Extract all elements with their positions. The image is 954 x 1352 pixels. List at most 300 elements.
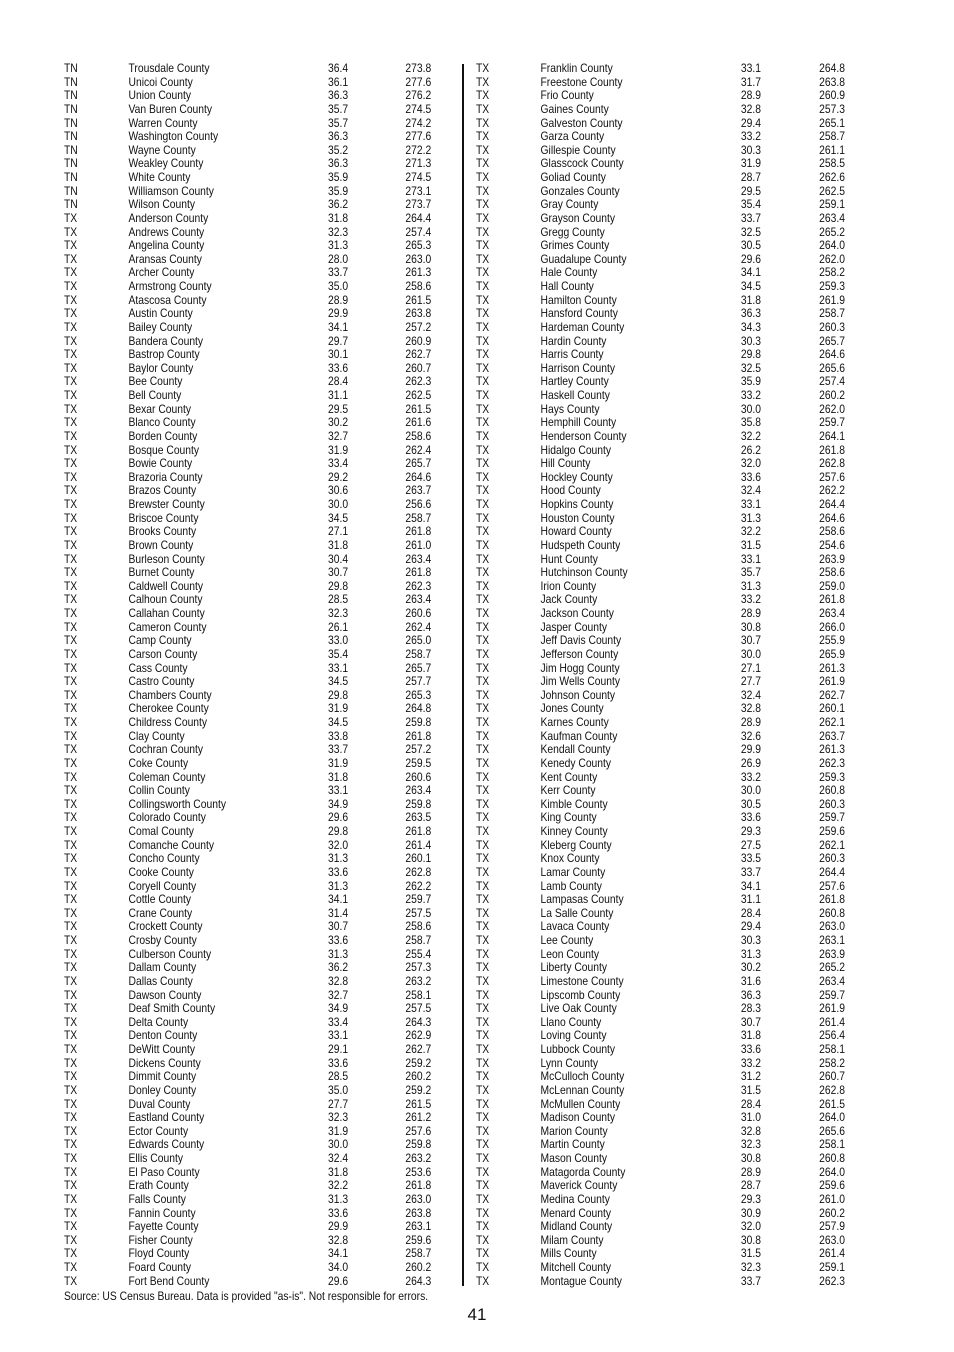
value-a: 34.1	[328, 892, 349, 907]
value-b: 257.5	[405, 1001, 432, 1016]
county-name: Borden County	[128, 428, 198, 443]
county-name: Kinney County	[540, 824, 608, 838]
value-a: 31.9	[328, 755, 349, 770]
value-a: 34.9	[328, 1001, 349, 1016]
table-row	[476, 715, 845, 730]
value-a: 28.7	[740, 1178, 761, 1193]
table-row	[476, 101, 845, 117]
value-b: 263.1	[819, 933, 845, 947]
county-name: Jim Wells County	[540, 674, 621, 689]
table-row	[476, 987, 845, 1003]
county-name: Comanche County	[128, 837, 214, 852]
county-name: Blanco County	[128, 415, 196, 430]
value-b: 261.8	[819, 592, 845, 607]
state-code: TX	[476, 1123, 490, 1138]
table-row	[64, 401, 432, 417]
state-code: TX	[476, 905, 490, 920]
value-a: 33.7	[328, 265, 349, 280]
value-b: 257.4	[819, 374, 845, 389]
value-a: 31.0	[740, 1110, 761, 1125]
value-b: 276.2	[405, 88, 432, 103]
county-name: Madison County	[540, 1110, 616, 1125]
county-name: Coryell County	[128, 878, 197, 893]
county-name: Lamar County	[540, 864, 606, 879]
table-row	[64, 292, 432, 308]
value-b: 265.1	[819, 115, 845, 130]
value-b: 263.0	[405, 1191, 432, 1206]
table-row	[64, 1014, 432, 1030]
table-row	[64, 333, 432, 349]
state-code: TX	[476, 1110, 490, 1125]
value-b: 262.6	[819, 170, 845, 184]
table-row	[476, 537, 845, 553]
table-row	[476, 1014, 845, 1030]
value-b: 262.3	[819, 1273, 845, 1288]
state-code: TX	[476, 565, 490, 580]
county-name: El Paso County	[128, 1164, 200, 1179]
county-name: Kerr County	[540, 783, 596, 798]
value-b: 260.9	[819, 88, 845, 103]
value-a: 31.8	[328, 769, 349, 784]
value-a: 35.0	[328, 279, 349, 293]
value-b: 261.3	[819, 742, 845, 757]
table-row	[64, 633, 432, 648]
table-row	[64, 878, 432, 894]
value-a: 36.2	[328, 960, 349, 975]
state-code: TN	[64, 101, 78, 116]
county-name: Fannin County	[128, 1205, 196, 1220]
state-code: TX	[476, 633, 490, 648]
value-b: 257.3	[819, 101, 845, 116]
value-a: 31.2	[740, 1069, 761, 1084]
state-code: TX	[476, 537, 490, 552]
state-code: TX	[476, 319, 490, 334]
county-name: Grayson County	[540, 210, 616, 225]
table-row	[476, 742, 845, 757]
table-row	[476, 1110, 845, 1125]
table-row	[64, 524, 432, 539]
table-row	[476, 197, 845, 212]
value-a: 34.3	[740, 319, 761, 334]
table-row	[64, 919, 432, 934]
table-row	[476, 824, 845, 839]
state-code: TX	[476, 592, 490, 607]
value-a: 34.1	[328, 1246, 349, 1261]
table-row	[476, 401, 845, 417]
value-a: 29.8	[740, 347, 761, 362]
table-row	[476, 606, 845, 621]
state-code: TX	[64, 769, 78, 784]
state-code: TX	[476, 1151, 490, 1165]
value-b: 264.3	[405, 1014, 432, 1029]
table-row	[476, 510, 845, 526]
county-name: Cooke County	[128, 864, 194, 879]
table-row	[476, 851, 845, 866]
value-b: 260.2	[405, 1069, 432, 1084]
value-a: 32.0	[740, 1219, 761, 1234]
state-code: TX	[64, 674, 78, 689]
state-code: TX	[64, 319, 78, 334]
value-a: 31.8	[740, 292, 761, 307]
state-code: TX	[476, 251, 490, 266]
value-b: 263.2	[405, 973, 432, 988]
state-code: TX	[476, 715, 490, 729]
value-b: 261.8	[819, 442, 845, 457]
county-name: Archer County	[128, 265, 195, 280]
value-a: 29.2	[328, 469, 349, 484]
table-row	[476, 1246, 845, 1261]
value-a: 33.7	[740, 1273, 761, 1288]
county-name: Hunt County	[540, 551, 598, 566]
value-b: 261.5	[819, 1096, 845, 1111]
table-row	[64, 61, 432, 76]
value-a: 33.4	[328, 1014, 349, 1029]
table-row	[64, 142, 432, 158]
value-a: 33.5	[740, 851, 761, 866]
table-row	[64, 837, 432, 853]
county-name: Bell County	[128, 388, 182, 402]
table-row	[64, 715, 432, 730]
value-b: 274.2	[405, 115, 432, 130]
value-a: 36.3	[740, 987, 761, 1002]
value-b: 259.8	[405, 796, 432, 811]
state-code: TX	[64, 592, 78, 607]
value-b: 271.3	[405, 156, 432, 171]
value-a: 35.9	[740, 374, 761, 389]
value-b: 273.8	[405, 61, 432, 75]
value-a: 33.6	[328, 864, 349, 879]
state-code: TX	[476, 878, 490, 893]
value-a: 32.2	[740, 428, 761, 443]
value-b: 261.9	[819, 292, 845, 307]
value-a: 32.8	[328, 973, 349, 988]
state-code: TX	[64, 946, 78, 961]
state-code: TX	[476, 606, 490, 620]
value-b: 257.5	[405, 905, 432, 920]
value-b: 258.7	[405, 646, 432, 661]
value-a: 27.5	[740, 837, 761, 852]
value-b: 263.9	[819, 551, 845, 566]
value-a: 30.7	[740, 1014, 761, 1029]
table-row	[64, 987, 432, 1003]
county-name: Eastland County	[128, 1110, 205, 1125]
value-b: 263.8	[405, 1205, 432, 1220]
value-b: 259.1	[819, 1260, 845, 1274]
table-row	[64, 851, 432, 866]
value-a: 36.2	[328, 197, 349, 212]
state-code: TX	[64, 1273, 78, 1288]
value-b: 261.9	[819, 674, 845, 689]
state-code: TX	[64, 306, 78, 321]
state-code: TX	[476, 265, 490, 280]
state-code: TX	[476, 619, 490, 634]
state-code: TX	[476, 142, 490, 157]
value-b: 259.1	[819, 197, 845, 212]
table-row	[476, 224, 845, 240]
county-name: Lamb County	[540, 878, 602, 893]
value-a: 29.8	[328, 687, 349, 702]
value-a: 26.9	[740, 755, 761, 770]
state-code: TX	[64, 551, 78, 566]
value-b: 254.6	[819, 537, 845, 552]
county-name: Dawson County	[128, 987, 202, 1002]
value-a: 28.9	[740, 1164, 761, 1179]
page-number: 41	[467, 1305, 487, 1324]
state-code: TX	[64, 715, 78, 729]
value-b: 262.7	[405, 347, 432, 362]
table-row	[476, 1164, 845, 1180]
value-a: 33.6	[328, 360, 349, 375]
value-a: 30.0	[740, 401, 761, 416]
state-code: TX	[64, 1137, 78, 1152]
county-name: Karnes County	[540, 715, 609, 729]
table-row	[476, 251, 845, 267]
state-code: TX	[64, 892, 78, 907]
county-name: Cherokee County	[128, 701, 209, 716]
state-code: TX	[64, 687, 78, 702]
table-row	[64, 973, 432, 989]
value-a: 31.6	[740, 973, 761, 988]
value-b: 261.5	[405, 401, 432, 416]
value-a: 30.7	[740, 633, 761, 648]
table-row	[476, 156, 845, 171]
state-code: TX	[476, 224, 490, 239]
table-row	[476, 892, 845, 907]
value-b: 260.3	[819, 851, 845, 866]
value-a: 33.6	[740, 1042, 761, 1056]
value-a: 31.3	[328, 878, 349, 893]
value-a: 30.8	[740, 1232, 761, 1247]
table-row	[476, 783, 845, 798]
state-code: TX	[476, 442, 490, 457]
state-code: TX	[64, 783, 78, 798]
table-row	[64, 1001, 432, 1016]
county-name: Kent County	[540, 769, 598, 784]
table-row	[476, 1205, 845, 1221]
table-row	[64, 238, 432, 253]
value-a: 32.2	[328, 1178, 349, 1193]
state-code: TX	[64, 660, 78, 675]
state-code: TX	[476, 578, 490, 593]
state-code: TX	[64, 905, 78, 920]
value-a: 32.2	[740, 524, 761, 539]
value-b: 263.4	[405, 783, 432, 798]
value-b: 273.7	[405, 197, 432, 212]
state-code: TX	[476, 1232, 490, 1247]
value-b: 262.4	[405, 619, 432, 634]
value-b: 261.8	[819, 892, 845, 907]
value-a: 27.1	[740, 660, 761, 675]
value-a: 33.6	[328, 1055, 349, 1070]
county-name: Knox County	[540, 851, 600, 866]
state-code: TX	[64, 210, 78, 225]
value-a: 36.3	[328, 156, 349, 171]
value-b: 257.9	[819, 1219, 845, 1234]
value-a: 31.1	[740, 892, 761, 907]
column-divider	[462, 64, 464, 1286]
table-row	[476, 919, 845, 934]
value-b: 265.2	[819, 960, 845, 975]
value-a: 29.5	[328, 401, 349, 416]
county-name: Montague County	[540, 1273, 622, 1288]
value-a: 33.1	[740, 61, 761, 75]
value-a: 26.2	[740, 442, 761, 457]
table-row	[476, 905, 845, 921]
table-row	[64, 88, 432, 103]
table-row	[476, 1151, 845, 1166]
table-row	[64, 497, 432, 512]
county-name: Henderson County	[540, 428, 627, 443]
state-code: TN	[64, 170, 78, 184]
value-a: 33.4	[328, 456, 349, 471]
state-code: TX	[64, 633, 78, 648]
state-code: TX	[476, 456, 490, 471]
value-a: 34.1	[328, 319, 349, 334]
value-b: 260.9	[405, 333, 432, 348]
value-a: 28.5	[328, 1069, 349, 1084]
table-row	[476, 61, 845, 76]
table-row	[476, 483, 845, 498]
county-name: Bowie County	[128, 456, 193, 471]
county-name: Ector County	[128, 1123, 189, 1138]
state-code: TX	[476, 428, 490, 443]
state-code: TX	[64, 606, 78, 620]
table-row	[476, 810, 845, 825]
state-code: TX	[476, 1028, 490, 1043]
value-a: 34.1	[740, 265, 761, 280]
value-b: 259.5	[405, 755, 432, 770]
value-a: 30.3	[740, 933, 761, 947]
state-code: TX	[476, 210, 490, 225]
value-a: 35.2	[328, 142, 349, 157]
state-code: TX	[64, 1260, 78, 1274]
table-row	[64, 905, 432, 921]
table-row	[64, 1205, 432, 1221]
value-a: 34.5	[328, 674, 349, 689]
value-a: 31.3	[328, 238, 349, 253]
table-row	[64, 129, 432, 144]
table-row	[476, 292, 845, 308]
county-name: Bosque County	[128, 442, 200, 457]
value-b: 264.8	[819, 61, 845, 75]
value-b: 256.6	[405, 497, 432, 511]
value-a: 32.8	[740, 1123, 761, 1138]
value-b: 264.4	[819, 864, 845, 879]
value-b: 257.2	[405, 319, 432, 334]
county-name: McLennan County	[540, 1082, 625, 1097]
county-name: Gaines County	[540, 101, 609, 116]
state-code: TX	[64, 810, 78, 825]
value-a: 36.3	[740, 306, 761, 321]
value-b: 262.0	[819, 251, 845, 266]
value-b: 261.4	[405, 837, 432, 852]
value-a: 33.0	[328, 633, 349, 648]
table-row	[476, 210, 845, 226]
value-b: 258.7	[405, 933, 432, 947]
state-code: TX	[476, 347, 490, 362]
county-name: Guadalupe County	[540, 251, 627, 266]
state-code: TX	[476, 824, 490, 838]
state-code: TX	[476, 61, 490, 75]
value-b: 261.5	[405, 1096, 432, 1111]
value-a: 33.7	[740, 864, 761, 879]
value-b: 263.4	[819, 973, 845, 988]
table-row	[64, 1055, 432, 1071]
value-b: 257.6	[819, 878, 845, 893]
value-a: 32.3	[328, 224, 349, 239]
value-b: 260.3	[819, 319, 845, 334]
value-a: 33.6	[740, 469, 761, 484]
value-a: 31.9	[740, 156, 761, 171]
table-row	[64, 578, 432, 594]
county-name: Trousdale County	[128, 61, 210, 75]
value-b: 277.6	[405, 74, 432, 89]
state-code: TX	[64, 864, 78, 879]
state-code: TX	[476, 115, 490, 130]
value-b: 261.8	[405, 565, 432, 580]
table-row	[476, 1191, 845, 1207]
value-a: 31.4	[328, 905, 349, 920]
table-row	[64, 687, 432, 703]
state-code: TX	[476, 306, 490, 321]
state-code: TX	[64, 1096, 78, 1111]
value-a: 31.8	[328, 210, 349, 225]
table-row	[476, 933, 845, 948]
table-row	[64, 864, 432, 880]
table-row	[64, 674, 432, 689]
value-a: 28.3	[740, 1001, 761, 1016]
state-code: TX	[476, 851, 490, 866]
value-b: 264.0	[819, 1110, 845, 1125]
county-name: Llano County	[540, 1014, 602, 1029]
table-row	[476, 619, 845, 635]
value-b: 262.1	[819, 715, 845, 729]
county-name: Cameron County	[128, 619, 207, 634]
state-code: TX	[64, 987, 78, 1002]
table-row	[64, 319, 432, 335]
value-a: 31.3	[328, 851, 349, 866]
table-row	[476, 755, 845, 771]
value-a: 31.3	[740, 578, 761, 593]
value-b: 261.8	[405, 1178, 432, 1193]
table-row	[64, 279, 432, 294]
value-b: 264.3	[405, 1273, 432, 1288]
state-code: TX	[476, 783, 490, 798]
county-name: Floyd County	[128, 1246, 190, 1261]
state-code: TX	[476, 987, 490, 1002]
county-name: Crosby County	[128, 933, 197, 947]
value-b: 262.9	[405, 1028, 432, 1043]
county-name: McCulloch County	[540, 1069, 625, 1084]
table-row	[476, 973, 845, 989]
value-a: 29.9	[328, 306, 349, 321]
value-b: 262.1	[819, 837, 845, 852]
state-code: TX	[64, 619, 78, 634]
value-a: 29.7	[328, 333, 349, 348]
county-name: Dallam County	[128, 960, 197, 975]
state-code: TX	[476, 646, 490, 661]
county-name: Liberty County	[540, 960, 608, 975]
value-b: 260.2	[819, 1205, 845, 1220]
value-b: 260.1	[819, 701, 845, 716]
table-row	[64, 592, 432, 607]
value-b: 258.6	[405, 428, 432, 443]
value-a: 27.7	[740, 674, 761, 689]
value-b: 255.9	[819, 633, 845, 648]
state-code: TX	[476, 170, 490, 184]
county-name: Cochran County	[128, 742, 204, 757]
state-code: TX	[64, 251, 78, 266]
